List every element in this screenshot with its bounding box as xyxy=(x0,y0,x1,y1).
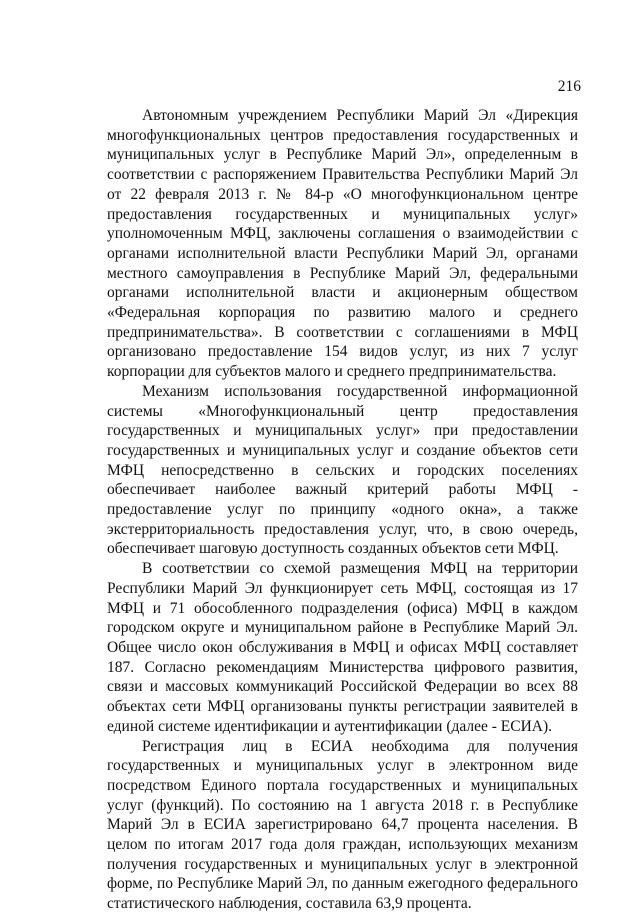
paragraph-esia-registration: Регистрация лиц в ЕСИА необходима для получения государственных и муниципальных услуг в электронном виде посредством Единого портала государственных и муниципальных услуг (функций). По состоянию на 1 августа 2018 г. в Республике Марий Эл в ЕСИА зарегистрировано 64,7 процента населения. В целом по итогам 2017 года доля граждан, использующих механизм получения государственных и муниципальных услуг в электронной форме, по Республике Марий Эл, по данным ежегодного федерального статистического наблюдения, составила 63,9 процента. xyxy=(107,737,578,913)
paragraph-information-system: Механизм использования государственной информационной системы «Многофункциональный центр предоставления государственных и муниципальных услуг» при предоставлении государственных и муниципальных услуг и создание объектов сети МФЦ непосредственно в сельских и городских поселениях обеспечивает наиболее важный критерий работы МФЦ - предоставление услуг по принципу «одного окна», а также экстерриториальность предоставления услуг, что, в свою очередь, обеспечивает шаговую доступность созданных объектов сети МФЦ. xyxy=(107,382,578,558)
body-text xyxy=(107,106,578,914)
paragraph-mfc-agreements: Автономным учреждением Республики Марий Эл «Дирекция многофункциональных центров предоставления государственных и муниципальных услуг в Республике Марий Эл», определенным в соответствии с распоряжением Правительства Республики Марий Эл от 22 февраля 2013 г. № 84-р «О многофункциональном центре предоставления государственных и муниципальных услуг» уполномоченным МФЦ, заключены соглашения о взаимодействии с органами исполнительной власти Республики Марий Эл, органами местного самоуправления в Республике Марий Эл, федеральными органами исполнительной власти и акционерным обществом «Федеральная корпорация по развитию малого и среднего предпринимательства». В соответствии с соглашениями в МФЦ организовано предоставление 154 видов услуг, из них 7 услуг корпорации для субъектов малого и среднего предпринимательства. xyxy=(107,107,578,381)
page-number: 216 xyxy=(557,78,581,95)
paragraph-mfc-network: В соответствии со схемой размещения МФЦ на территории Республики Марий Эл функционирует сеть МФЦ, состоящая из 17 МФЦ и 71 обособленного подразделения (офиса) МФЦ в каждом городском округе и муниципальном районе в Республике Марий Эл. Общее число окон обслуживания в МФЦ и офисах МФЦ составляет 187. Согласно рекомендациям Министерства цифрового развития, связи и массовых коммуникаций Российской Федерации во всех 88 объектах сети МФЦ организованы пункты регистрации заявителей в единой системе идентификации и аутентификации (далее - ЕСИА). xyxy=(107,560,578,735)
